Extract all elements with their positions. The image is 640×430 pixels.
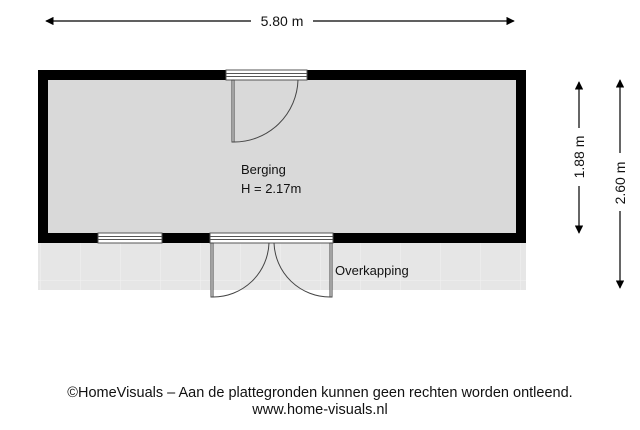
wall-bottom-right (333, 233, 526, 243)
dimension-total-height (611, 80, 629, 288)
wall-left (38, 70, 48, 243)
dimension-width (46, 12, 514, 30)
overkapping-area (38, 243, 526, 290)
room-name-berging: Berging (241, 162, 286, 177)
dimension-total-height-label: 2.60 m (612, 161, 628, 205)
footer-website: www.home-visuals.nl (252, 402, 388, 418)
footer-copyright: ©HomeVisuals – Aan de plattegronden kunnen geen rechten worden ontleend. (67, 385, 573, 401)
wall-top-left (38, 70, 226, 80)
wall-bottom-left (38, 233, 98, 243)
room-height-berging: H = 2.17m (241, 181, 302, 196)
window-bottom (98, 233, 162, 243)
wall-top-right (307, 70, 526, 80)
wall-bottom-mid (162, 233, 210, 243)
room-name-overkapping: Overkapping (335, 263, 409, 278)
dimension-inner-height (570, 82, 588, 233)
wall-right (516, 70, 526, 243)
dimension-width-label: 5.80 m (260, 13, 304, 29)
dimension-inner-height-label: 1.88 m (571, 135, 587, 179)
berging-floor (48, 80, 516, 233)
